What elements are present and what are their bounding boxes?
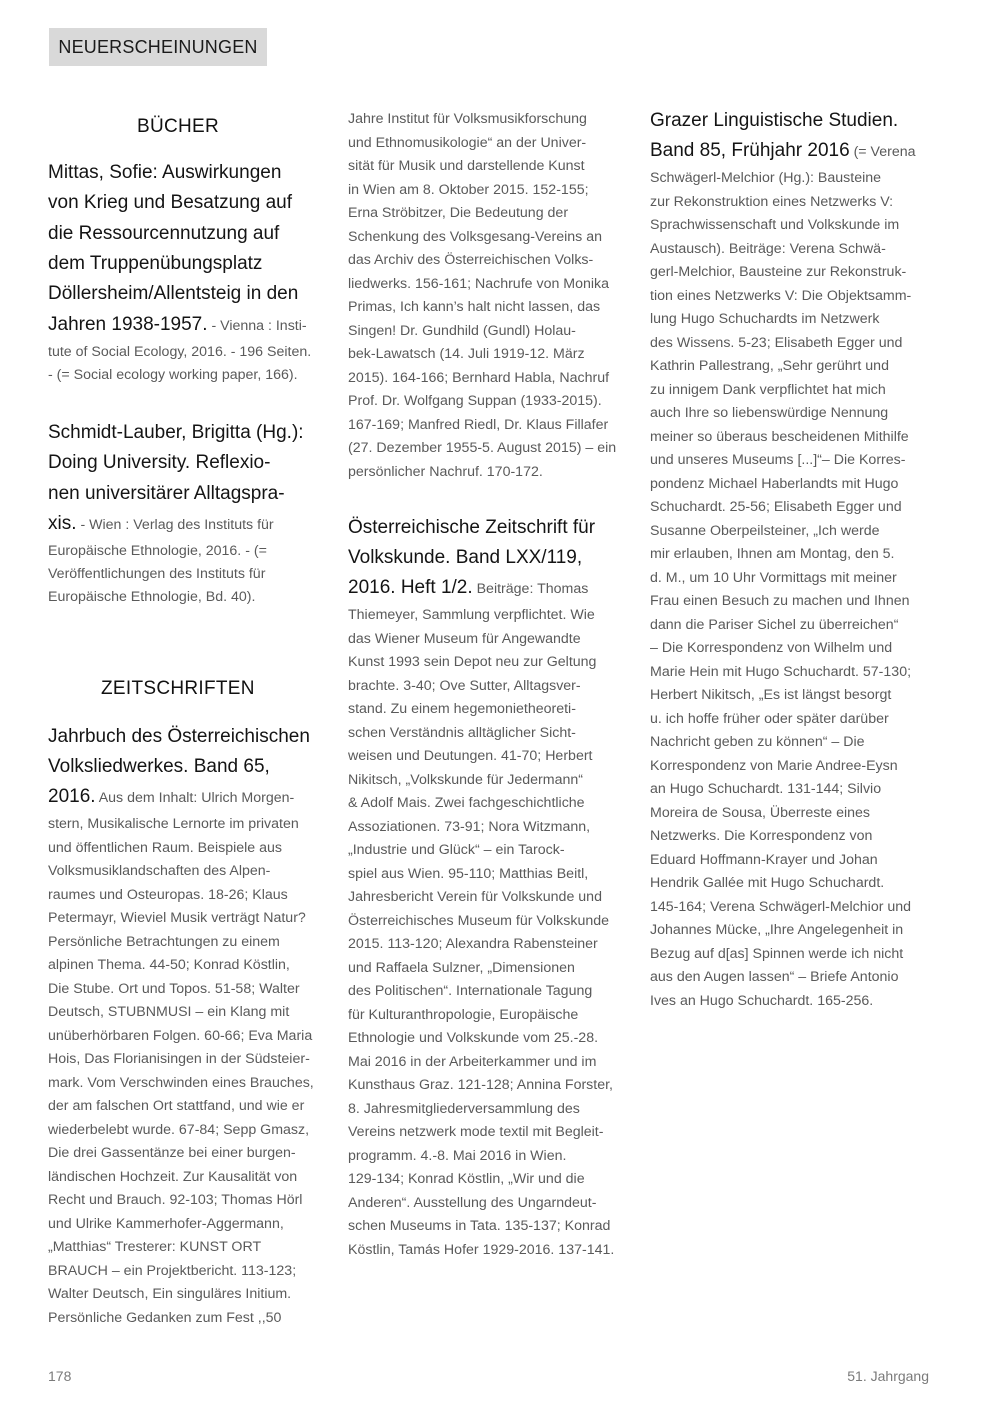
text-line [348,768,583,793]
page-number: 178 [48,1368,72,1384]
text-line [348,131,586,156]
entry-body-text: (27. Dezember 1955-5. August 2015) – ein [348,440,617,456]
text-line [48,1259,296,1284]
entry-body-text: Aus dem Inhalt: Ulrich Morgen- [95,790,295,806]
text-line [650,754,898,779]
entry-body-text: 2015. 113-120; Alexandra Rabensteiner [348,936,598,952]
entry-title-text: von Krieg und Besatzung auf [48,192,293,214]
text-line [348,295,600,320]
entry-body-text: Schenkung des Volksgesang-Vereins an [348,228,602,245]
entry-body-text: Deutsch, STUBNMUSI – ein Klang mit [48,1004,290,1020]
text-line [650,495,902,520]
text-line [348,1097,580,1122]
entry-body-text: Nikitsch, „Volkskunde für Jedermann“ [348,771,583,788]
text-line [48,1165,297,1190]
text-line [48,448,270,479]
text-line [650,848,878,873]
text-line [48,1024,312,1049]
entry-body-text: – Die Korrespondenz von Wilhelm und [650,640,893,656]
heading-books: BÜCHER [137,116,220,137]
entry-body-text: - Wien : Verlag des Instituts für [76,516,274,533]
text-line [348,460,543,485]
text-line [348,650,596,675]
text-line [348,178,589,203]
entry-body-text: Beiträge: Thomas [472,581,589,597]
entry-body-text: stand. Zu einem hegemonietheoreti- [348,701,576,717]
text-line [650,284,911,309]
text-line [348,721,576,746]
text-line [650,307,879,332]
text-line [348,1191,596,1216]
text-line [348,627,581,652]
entry-body-text: Netzwerks. Die Korrespondenz von [650,828,873,844]
entry-body-text: Nachricht geben zu können“ – Die [650,734,865,750]
text-line [48,219,279,250]
text-line [348,225,602,250]
entry-body-text: an Hugo Schuchardt. 131-144; Silvio [650,781,882,797]
entry-title-text: Mittas, Sofie: Auswirkungen [48,162,282,183]
entry-body-text: Kunsthaus Graz. 121-128; Annina Forster, [348,1077,613,1093]
entry-body-text: und Ethnomusikologie“ an der Univer- [348,134,587,151]
entry-body-text: Schwägerl-Melchior (Hg.): Bausteine [650,170,882,186]
text-line [348,543,582,574]
entry-body-text: Kathrin Pallestrang, „Sehr gerührt und [650,358,889,374]
text-line [48,930,280,955]
text-line [48,1188,302,1213]
entry-body-text: Österreichisches Museum für Volkskunde [348,912,609,929]
entry-body-text: Johannes Mücke, „Ihre Angelegenheit in [650,922,904,938]
text-line [48,539,267,563]
text-line [348,573,588,604]
entry-body-text: Schuchardt. 25-56; Elisabeth Egger und [650,499,902,515]
entry-body-text: liedwerks. 156-161; Nachrufe von Monika [348,275,610,292]
text-line [650,824,872,849]
text-line [650,683,891,708]
text-line [48,585,255,609]
entry-title-text: Jahren 1938-1957. [48,313,208,335]
text-line [348,697,576,722]
text-line [48,752,270,783]
entry-body-text: tion eines Netzwerks V: Die Objektsamm- [650,287,912,304]
entry-title-text: xis. [48,512,77,534]
entry-body-text: Prof. Dr. Wolfgang Suppan (1933-2015). [348,393,602,409]
text-line [348,1144,566,1169]
entry-title-text: die Ressourcennutzung auf [48,222,280,244]
entry-body-text: Marie Hein mit Hugo Schuchardt. 57-130; [650,663,912,680]
text-line [650,589,910,614]
entry-body-text: Herbert Nikitsch, „Es ist längst besorgt [650,687,892,703]
text-line [650,918,903,943]
text-line [48,1071,314,1096]
text-line [48,859,270,884]
entry-body-text: Kunst 1993 sein Depot neu zur Geltung [348,654,597,670]
text-line [348,413,608,438]
entry-body-text: Persönliche Gedanken zum Fest ,,50 [48,1309,282,1326]
text-line [348,885,602,910]
entry-title-text: Volkskunde. Band LXX/119, [348,547,583,568]
entry-body-text: Mai 2016 in der Arbeiterkammer und im [348,1053,597,1070]
heading-journals: ZEITSCHRIFTEN [101,678,255,699]
text-line [48,1212,284,1237]
text-line [48,310,307,341]
entry-title-text: dem Truppenübungsplatz [48,252,263,274]
entry-body-text: d. M., um 10 Uhr Vormittags mit meiner [650,569,897,586]
text-line [650,965,898,990]
volume-label: 51. Jahrgang [847,1368,929,1384]
text-line [348,1003,578,1028]
entry-body-text: Bezug auf d[as] Spinnen werde ich nicht [650,945,904,962]
text-line [348,513,595,544]
text-line [48,1141,296,1166]
text-line [348,1238,614,1263]
entry-body-text: tute of Social Ecology, 2016. - 196 Seiten. [48,343,312,360]
entry-title-text: Schmidt-Lauber, Brigitta (Hg.): [48,422,304,443]
text-line [348,436,616,461]
text-line [348,838,565,863]
text-line [48,812,299,837]
text-line [348,1050,596,1075]
entry-title-text: Doing University. Reflexio- [48,452,271,474]
text-line [348,154,585,179]
text-line [650,260,906,285]
entry-title-text: nen universitärer Alltagspra- [48,482,285,504]
text-line [48,158,281,189]
entry-body-text: (= Verena [849,144,916,160]
text-line [48,906,306,931]
entry-body-text: Assoziationen. 73-91; Nora Witzmann, [348,818,591,835]
text-line [650,237,886,262]
text-line [650,136,916,167]
entry-body-text: & Adolf Mais. Zwei fachgeschichtliche [348,795,585,811]
entry-body-text: wiederbelebt wurde. 67-84; Sepp Gmasz, [48,1121,310,1138]
entry-body-text: 8. Jahresmitgliederversammlung des [348,1100,580,1117]
text-line [348,342,585,367]
entry-body-text: der am falschen Ort stattfand, und wie er [48,1098,305,1114]
entry-body-text: Hendrik Gallée mit Hugo Schuchardt. [650,875,885,891]
text-line [48,836,282,861]
entry-body-text: mir erlauben, Ihnen am Montag, den 5. [650,546,895,562]
entry-body-text: Frau einen Besuch zu machen und Ihnen [650,593,910,609]
text-line [650,730,865,755]
text-line [650,566,897,591]
entry-body-text: Singen! Dr. Gundhild (Gundl) Holau- [348,322,576,339]
entry-body-text: Jahre Institut für Volksmusikforschung [348,111,587,127]
text-line [348,815,590,840]
entry-body-text: 2015). 164-166; Bernhard Habla, Nachruf [348,369,610,386]
text-line [48,418,304,449]
entry-body-text: mark. Vom Verschwinden eines Brauches, [48,1074,314,1091]
entry-body-text: und Ulrike Kammerhofer-Aggermann, [48,1215,284,1232]
text-line [348,1167,585,1192]
text-line [48,562,265,586]
entry-body-text: Jahresbericht Verein für Volkskunde und [348,889,602,905]
entry-body-text: dann die Pariser Sichel zu überreichen“ [650,616,899,633]
text-line [48,1000,289,1025]
entry-body-text: alpinen Thema. 44-50; Konrad Köstlin, [48,957,290,973]
entry-body-text: programm. 4.-8. Mai 2016 in Wien. [348,1147,567,1164]
text-line [650,989,873,1014]
entry-body-text: BRAUCH – ein Projektbericht. 113-123; [48,1262,297,1279]
entry-body-text: Austausch). Beiträge: Verena Schwä- [650,240,886,257]
entry-body-text: und Raffaela Sulzner, „Dimensionen [348,959,575,976]
entry-body-text: des Politischen“. Internationale Tagung [348,983,593,999]
entry-body-text: Erna Ströbitzer, Die Bedeutung der [348,205,569,221]
text-line [48,1118,309,1143]
entry-title-text: 2016. [48,786,96,807]
text-line [348,1026,598,1051]
text-line [348,674,581,699]
entry-body-text: schen Museums in Tata. 135-137; Konrad [348,1218,611,1234]
text-line [348,603,595,628]
text-line [348,272,609,297]
entry-title-text: Volksliedwerkes. Band 65, [48,756,270,777]
text-line [650,190,893,215]
entry-body-text: 167-169; Manfred Riedl, Dr. Klaus Fillafer [348,416,609,433]
text-line [48,509,274,540]
entry-body-text: bek-Lawatsch (14. Juli 1919-12. März [348,346,585,362]
entry-title-text: Jahrbuch des Österreichischen [48,726,310,747]
entry-body-text: Walter Deutsch, Ein singuläres Initium. [48,1286,292,1302]
text-line [650,425,909,450]
text-line [348,932,598,957]
text-line [650,895,911,920]
entry-body-text: unüberhörbaren Folgen. 60-66; Eva Maria [48,1027,313,1044]
text-line [48,479,285,510]
entry-body-text: das Wiener Museum für Angewandte [348,630,581,647]
entry-body-text: spiel aus Wien. 95-110; Matthias Beitl, [348,865,589,882]
entry-title-text: Grazer Linguistische Studien. [650,110,899,131]
entry-body-text: Persönliche Betrachtungen zu einem [48,933,280,950]
entry-body-text: Petermayr, Wieviel Musik verträgt Natur? [48,910,306,926]
text-line [650,777,881,802]
text-line [348,956,575,981]
entry-title-text: Döllersheim/Allentsteig in den [48,283,299,305]
text-line [650,378,886,403]
text-line [650,401,888,426]
entry-body-text: Korrespondenz von Marie Andree-Eysn [650,757,898,774]
text-line [650,166,881,191]
text-line [48,1047,310,1072]
entry-body-text: - Vienna : Insti- [207,317,307,334]
entry-title-text: Österreichische Zeitschrift für [348,517,596,538]
text-line [48,977,300,1002]
entry-body-text: auch Ihre so liebenswürdige Nennung [650,405,889,421]
text-line [650,660,911,685]
entry-body-text: stern, Musikalische Lernorte im privaten [48,816,299,832]
entry-body-text: Ethnologie und Volkskunde vom 25.-28. [348,1030,599,1046]
entry-body-text: 129-134; Konrad Köstlin, „Wir und die [348,1171,585,1187]
text-line [48,188,292,219]
entry-body-text: Europäische Ethnologie, Bd. 40). [48,589,256,606]
text-line [650,106,898,137]
entry-body-text: Moreira de Sousa, Überreste eines [650,804,871,821]
entry-body-text: zu innigem Dank verpflichtet hat mich [650,381,886,398]
text-line [48,782,294,813]
text-line [348,791,585,816]
entry-body-text: weisen und Deutungen. 41-70; Herbert [348,748,593,764]
entry-body-text: - (= Social ecology working paper, 166). [48,366,298,383]
entry-body-text: zur Rekonstruktion eines Netzwerks V: [650,193,894,210]
entry-body-text: brachte. 3-40; Ove Sutter, Alltagsver- [348,677,581,694]
text-line [650,871,884,896]
text-line [650,354,889,379]
entry-body-text: Veröffentlichungen des Instituts für [48,566,266,583]
entry-body-text: Primas, Ich kann’s halt nicht lassen, das [348,299,601,315]
entry-title-text: Band 85, Frühjahr 2016 [650,140,850,161]
entry-body-text: „Matthias“ Tresterer: KUNST ORT [48,1239,262,1255]
entry-body-text: „Industrie und Glück“ – ein Tarock- [348,842,565,858]
text-line [48,1235,261,1260]
entry-body-text: Thiemeyer, Sammlung verpflichtet. Wie [348,607,595,623]
text-line [348,1120,603,1145]
entry-body-text: persönlicher Nachruf. 170-172. [348,463,543,480]
text-line [650,636,892,661]
text-line [348,909,609,934]
text-line [348,201,568,226]
text-line [48,363,298,387]
entry-body-text: in Wien am 8. Oktober 2015. 152-155; [348,181,589,198]
text-line [650,707,889,732]
entry-body-text: sität für Musik und darstellende Kunst [348,158,585,174]
entry-body-text: meiner so überaus bescheidenen Mithilfe [650,428,909,445]
entry-body-text: raumes und Osteuropas. 18-26; Klaus [48,886,288,903]
entry-body-text: und unseres Museums [...]“– Die Korres- [650,452,906,468]
entry-body-text: für Kulturanthropologie, Europäische [348,1006,579,1023]
entry-body-text: gerl-Melchior, Bausteine zur Rekonstruk- [650,264,907,280]
text-line [48,722,310,753]
entry-title-text: 2016. Heft 1/2. [348,577,473,598]
text-line [348,107,587,132]
entry-body-text: Vereins netzwerk mode textil mit Begleit- [348,1124,604,1140]
text-line [48,279,298,310]
entry-body-text: Ives an Hugo Schuchardt. 165-256. [650,992,874,1009]
text-line [650,213,899,238]
text-line [48,340,311,364]
text-line [348,319,576,344]
text-line [348,862,588,887]
text-line [348,744,593,769]
entry-body-text: schen Verständnis alltäglicher Sicht- [348,724,576,741]
text-line [48,953,290,978]
text-line [650,519,880,544]
text-line [650,942,903,967]
entry-body-text: und öffentlichen Raum. Beispiele aus [48,839,282,856]
entry-body-text: Europäische Ethnologie, 2016. - (= [48,543,267,560]
text-line [48,1306,281,1331]
text-line [650,331,902,356]
text-line [48,1094,304,1119]
entry-body-text: Hois, Das Florianisingen in der Südsteier- [48,1051,310,1067]
entry-body-text: lung Hugo Schuchardts im Netzwerk [650,311,880,327]
text-line [650,472,898,497]
text-line [348,1214,610,1239]
text-line [348,366,609,391]
entry-body-text: des Wissens. 5-23; Elisabeth Egger und [650,334,903,351]
text-line [650,542,895,567]
entry-body-text: ländischen Hochzeit. Zur Kausalität von [48,1168,298,1185]
entry-body-text: pondenz Michael Haberlandts mit Hugo [650,475,899,492]
entry-body-text: u. ich hoffe früher oder später darüber [650,710,889,727]
text-line [348,389,602,414]
entry-body-text: das Archiv des Österreichischen Volks- [348,252,594,268]
entry-body-text: Die drei Gassentänze bei einer burgen- [48,1145,296,1161]
text-line [650,448,905,473]
text-line [348,979,592,1004]
text-line [650,613,898,638]
text-line [48,883,288,908]
entry-body-text: Eduard Hoffmann-Krayer und Johan [650,851,878,868]
entry-body-text: Die Stube. Ort und Topos. 51-58; Walter [48,980,300,997]
entry-body-text: Susanne Oberpeilsteiner, „Ich werde [650,522,880,539]
entry-body-text: Anderen“. Ausstellung des Ungarndeut- [348,1194,597,1211]
entry-body-text: Recht und Brauch. 92-103; Thomas Hörl [48,1192,303,1208]
section-tag: NEUERSCHEINUNGEN [49,28,267,66]
entry-body-text: aus den Augen lassen“ – Briefe Antonio [650,969,899,985]
entry-body-text: Sprachwissenschaft und Volkskunde im [650,217,900,233]
entry-body-text: Volksmusiklandschaften des Alpen- [48,863,271,879]
text-line [650,801,870,826]
entry-body-text: 145-164; Verena Schwägerl-Melchior und [650,898,912,915]
text-line [348,248,593,273]
entry-body-text: Köstlin, Tamás Hofer 1929-2016. 137-141. [348,1241,615,1258]
text-line [48,1282,291,1307]
text-line [348,1073,613,1098]
text-line [48,249,262,280]
